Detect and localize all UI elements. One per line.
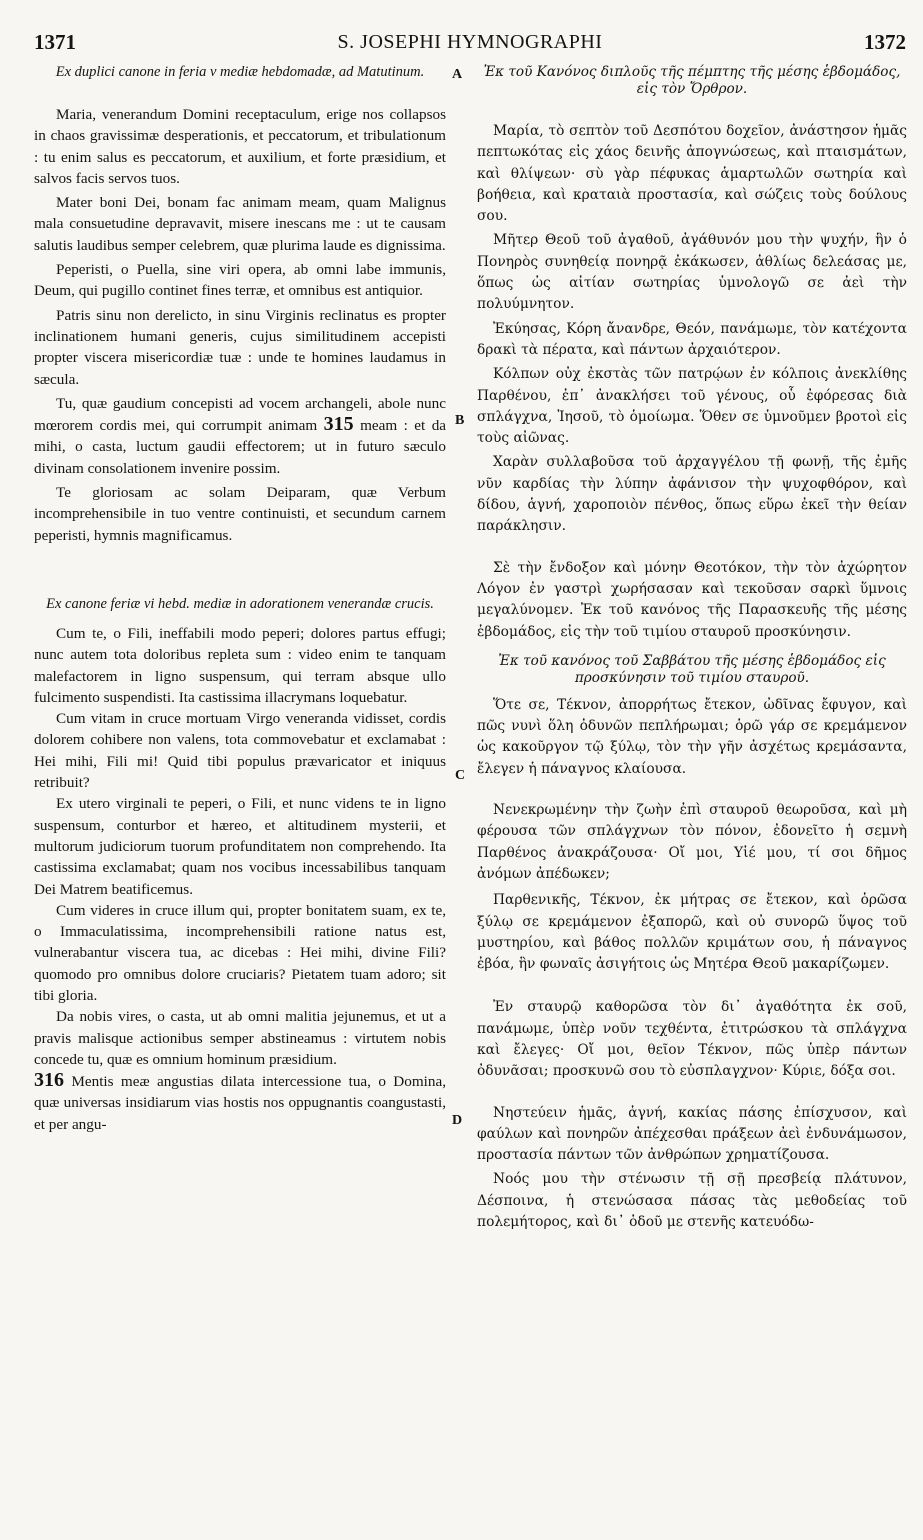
greek-column [477, 64, 907, 1233]
latin-paragraph-12 [34, 1070, 446, 1135]
latin-paragraph-9: Ex utero virginali te peperi, o Fili, et nunc videns te in ligno suspensum, conturbor et hæreo, et altitudinem mysterii, et multorum judiciorum tuorum profunditatem non comprehendo. Ita castissima exclamabat; quam nos vocibus incessabilibus tanquam Dei Matrem beatificemus. [34, 795, 446, 898]
latin-paragraph-7: Cum te, o Fili, ineffabili modo peperi; dolores partus effugi; nunc autem tota doloribus repleta sum : video enim te tanquam malefactorem in ligno suspensum, qui terram absque ullo fulcimento suspendisti. Ita castissima illacrymans loquebatur. [34, 624, 446, 706]
latin-paragraph-12-text: Mentis meæ angustias dilata intercessione tua, o Domina, quæ universas insidiarum vias hostis nos oppugnantis coangustasti, et per angu- [34, 1073, 447, 1133]
latin-paragraph-6: Te gloriosam ac solam Deiparam, quæ Verbum incomprehensibile in tuo ventre continuisti, et secundum carnem peperisti, hymnis magnificamus. [34, 484, 446, 544]
greek-paragraph-11: Νηστεύειν ἡμᾶς, ἁγνή, κακίας πάσης ἐπίσχυσον, καὶ φαύλων καὶ πονηρῶν ἀπέχεσθαι πράξεων ἀεὶ ἐνδυνάμωσον, προστασία πάντων τῶν ἀνθρώπων χρηματίζουσα. [477, 1104, 907, 1164]
right-page-number: 1372 [864, 30, 906, 54]
greek-paragraph-6: Σὲ τὴν ἔνδοξον καὶ μόνην Θεοτόκον, τὴν τὸν ἀχώρητον Λόγον ἐν γαστρὶ χωρήσασαν καὶ τεκοῦσαν σαρκὶ ὕμνοις μεγαλύνομεν. Ἐκ τοῦ κανόνος τῆς Παρασκευῆς τῆς μέσης ἑβδομάδος, εἰς τὴν τοῦ τιμίου σταυροῦ προσκύνησιν. [477, 559, 907, 640]
latin-column [34, 64, 446, 1135]
greek-paragraph-4: Κόλπων οὐχ ἐκστὰς τῶν πατρῴων ἐν κόλποις ἀνεκλίθης Παρθένου, ἐπ᾽ ἀνακλήσει τοῦ γένους, οὗ ἐφόρεσας διὰ σπλάγχνα, Ἰησοῦ, τὸ ὁμοίωμα. Ὅθεν σε ὑμνοῦμεν βροτοὶ εἰς τοὺς αἰῶνας. [477, 366, 907, 447]
column-number-315: 315 [323, 413, 354, 436]
latin-section-heading-2: Ex canone feriæ vi hebd. mediæ in adorationem venerandæ crucis. [46, 595, 434, 612]
latin-paragraph-5 [34, 393, 446, 479]
latin-paragraph-5-part-a: Tu, quæ gaudium concepisti ad vocem archangeli, abole nunc mœrorem cordis mei, qui corrumpit animam [34, 394, 446, 435]
greek-section-heading-2: Ἐκ τοῦ κανόνος τοῦ Σαββάτου τῆς μέσης ἑβδομάδος εἰς προσκύνησιν τοῦ τιμίου σταυροῦ. [498, 652, 886, 686]
column-number-316: 316 [34, 1069, 64, 1092]
greek-paragraph-10: Ἐν σταυρῷ καθορῶσα τὸν δι᾽ ἀγαθότητα ἐκ σοῦ, πανάμωμε, ὑπὲρ νοῦν τεχθέντα, ἐτιτρώσκου τὰ σπλάγχνα καὶ ἔλεγες· Οἴ μοι, θεῖον Τέκνον, πῶς ὑπὲρ πάντων ὀδυνᾶσαι; προσκυνῶ σου τὸ εὐσπλαγχνον· Κύριε, δόξα σοι. [477, 999, 907, 1080]
latin-paragraph-2: Mater boni Dei, bonam fac animam meam, quam Malignus mala consuetudine depravavit, misere inescans me : ut te causam salutis laudibus semper celebrem, quæ plurima laude es dignissima. [34, 194, 446, 254]
greek-paragraph-5: Χαρὰν συλλαβοῦσα τοῦ ἀρχαγγέλου τῇ φωνῇ, τῆς ἐμῆς νῦν καρδίας τὴν λύπην ἀφάνισον τὴν ψυχοφθόρον, καὶ δίδου, ἁγνή, χαροποιὸν πένθος, ὅπως εὕρω ἐκεῖ τὴν θείαν παράκλησιν. [477, 454, 907, 535]
latin-paragraph-11: Da nobis vires, o casta, ut ab omni malitia jejunemus, et ut a pravis malisque actionibus semper abstineamus : virtutem nobis concede tu, quæ es omnium hominum præsidium. [34, 1008, 446, 1068]
greek-section-heading-1: Ἐκ τοῦ Κανόνος διπλοῦς τῆς πέμπτης τῆς μέσης ἑβδομάδος, εἰς τὸν Ὄρθρον. [483, 64, 901, 97]
latin-paragraph-1: Maria, venerandum Domini receptaculum, erige nos collapsos in chaos gravissimæ desperationis, et peccatorum, et tribulationum : tu enim salus es peccatorum, et auxilium, et forte præsidium, et salvos facis servos tuos. [34, 106, 446, 187]
greek-paragraph-2: Μῆτερ Θεοῦ τοῦ ἀγαθοῦ, ἀγάθυνόν μου τὴν ψυχήν, ἣν ὁ Πονηρὸς συνηθείᾳ πονηρᾷ ἐκάκωσεν, ἀθλίως δελεάσας με, ὅπως ὡς αἰτίαν σωτηρίας ὑμνολογῶ σε ἀεὶ τὴν πολυύμνητον. [477, 232, 907, 313]
greek-paragraph-12: Νοός μου τὴν στένωσιν τῇ σῇ πρεσβείᾳ πλάτυνον, Δέσποινα, ἡ στενώσασα πάσας τὰς μεθοδείας τοῦ πολεμήτορος, καὶ δι᾽ ὁδοῦ με στενῆς κατευόδω- [477, 1171, 907, 1231]
greek-paragraph-7: Ὅτε σε, Τέκνον, ἀπορρήτως ἔτεκον, ὠδῖνας ἔφυγον, καὶ πῶς νυνὶ ὅλη ὀδυνῶν πεπλήρωμαι; ὁρῶ γάρ σε κρεμάμενον ὡς κακοῦργον τῷ ξύλῳ, τὸν τὴν γῆν ἀσχέτως κρεμάσαντα, ἔλεγεν ἡ πάναγνος κλαίουσα. [477, 696, 907, 777]
page-header [34, 30, 906, 62]
latin-section-heading-1: Ex duplici canone in feria v mediæ hebdomadæ, ad Matutinum. [55, 64, 425, 80]
margin-marker-c: C [455, 768, 466, 783]
latin-paragraph-5-part-b: meam : et da mihi, o casta, luctum gaudii effectorem; ut in futuro sæculo divinam consolationem invenire possim. [34, 417, 447, 477]
latin-paragraph-3: Peperisti, o Puella, sine viri opera, ab omni labe immunis, Deum, qui pugillo continet fines terræ, et omnibus est antiquior. [34, 261, 446, 300]
left-page-number: 1371 [34, 30, 76, 54]
margin-marker-d: D [452, 1113, 463, 1128]
greek-paragraph-9: Παρθενικῆς, Τέκνον, ἐκ μήτρας σε ἔτεκον, καὶ ὁρῶσα ξύλῳ σε κρεμάμενον ἐξαπορῶ, καὶ οὐ συνορῶ ὕψος τοῦ μυστηρίου, καὶ βάθος πολλῶν κριμάτων σου, ἡ πάναγνος ἐβόα, ἣν φωναῖς ἀσιγήτοις ὡς Μητέρα Θεοῦ μακαρίζωμεν. [477, 892, 907, 973]
latin-paragraph-8: Cum vitam in cruce mortuam Virgo veneranda vidisset, cordis dolorem cohibere non valens, tota commovebatur et exclamabat : Hei mihi, Fili mi! Quid tibi populus prævaricator et iniquus retribuit? [34, 710, 446, 792]
margin-marker-a: A [452, 67, 463, 82]
latin-paragraph-4: Patris sinu non derelicto, in sinu Virginis reclinatus es propter inclinationem humani generis, cujus similitudinem accepisti propter viscera misericordiæ tuæ : unde te homines laudamus in sæcula. [34, 306, 446, 388]
running-title: S. JOSEPHI HYMNOGRAPHI [337, 31, 603, 53]
latin-paragraph-10: Cum videres in cruce illum qui, propter bonitatem suam, ex te, o Immaculatissima, incomprehensibili ratione natus est, vulnerabantur viscera tua, ac dicebas : Hei mihi, divine Fili? quomodo pro omnibus dolore cruciaris? Pietatem tuam adoro; sit tibi gloria. [34, 901, 446, 1004]
greek-paragraph-3: Ἐκύησας, Κόρη ἄνανδρε, Θεόν, πανάμωμε, τὸν κατέχοντα δρακὶ τὰ πέρατα, καὶ πάντων ἀρχαιότερον. [477, 320, 907, 358]
greek-paragraph-1: Μαρία, τὸ σεπτὸν τοῦ Δεσπότου δοχεῖον, ἀνάστησον ἡμᾶς πεπτωκότας εἰς χάος δεινῆς ἀπογνώσεως, καὶ πταισμάτων, καὶ θλίψεων· σὺ γὰρ πέφυκας ἁμαρτωλῶν σωτηρία καὶ βοήθεια, καὶ κραταιὰ προστασία, καὶ σώζεις τοὺς δούλους σου. [477, 123, 907, 225]
greek-paragraph-8: Νενεκρωμένην τὴν ζωὴν ἐπὶ σταυροῦ θεωροῦσα, καὶ μὴ φέρουσα τῶν σπλάγχνων τὸν πόνον, ἐδονεῖτο ἡ σεμνὴ Παρθένος ἀνακράζουσα· Οἴ μοι, Υἱέ μου, τί σοι δῆμος ἀνόμων ἀπέδωκεν; [477, 802, 907, 882]
margin-marker-b: B [455, 413, 465, 428]
